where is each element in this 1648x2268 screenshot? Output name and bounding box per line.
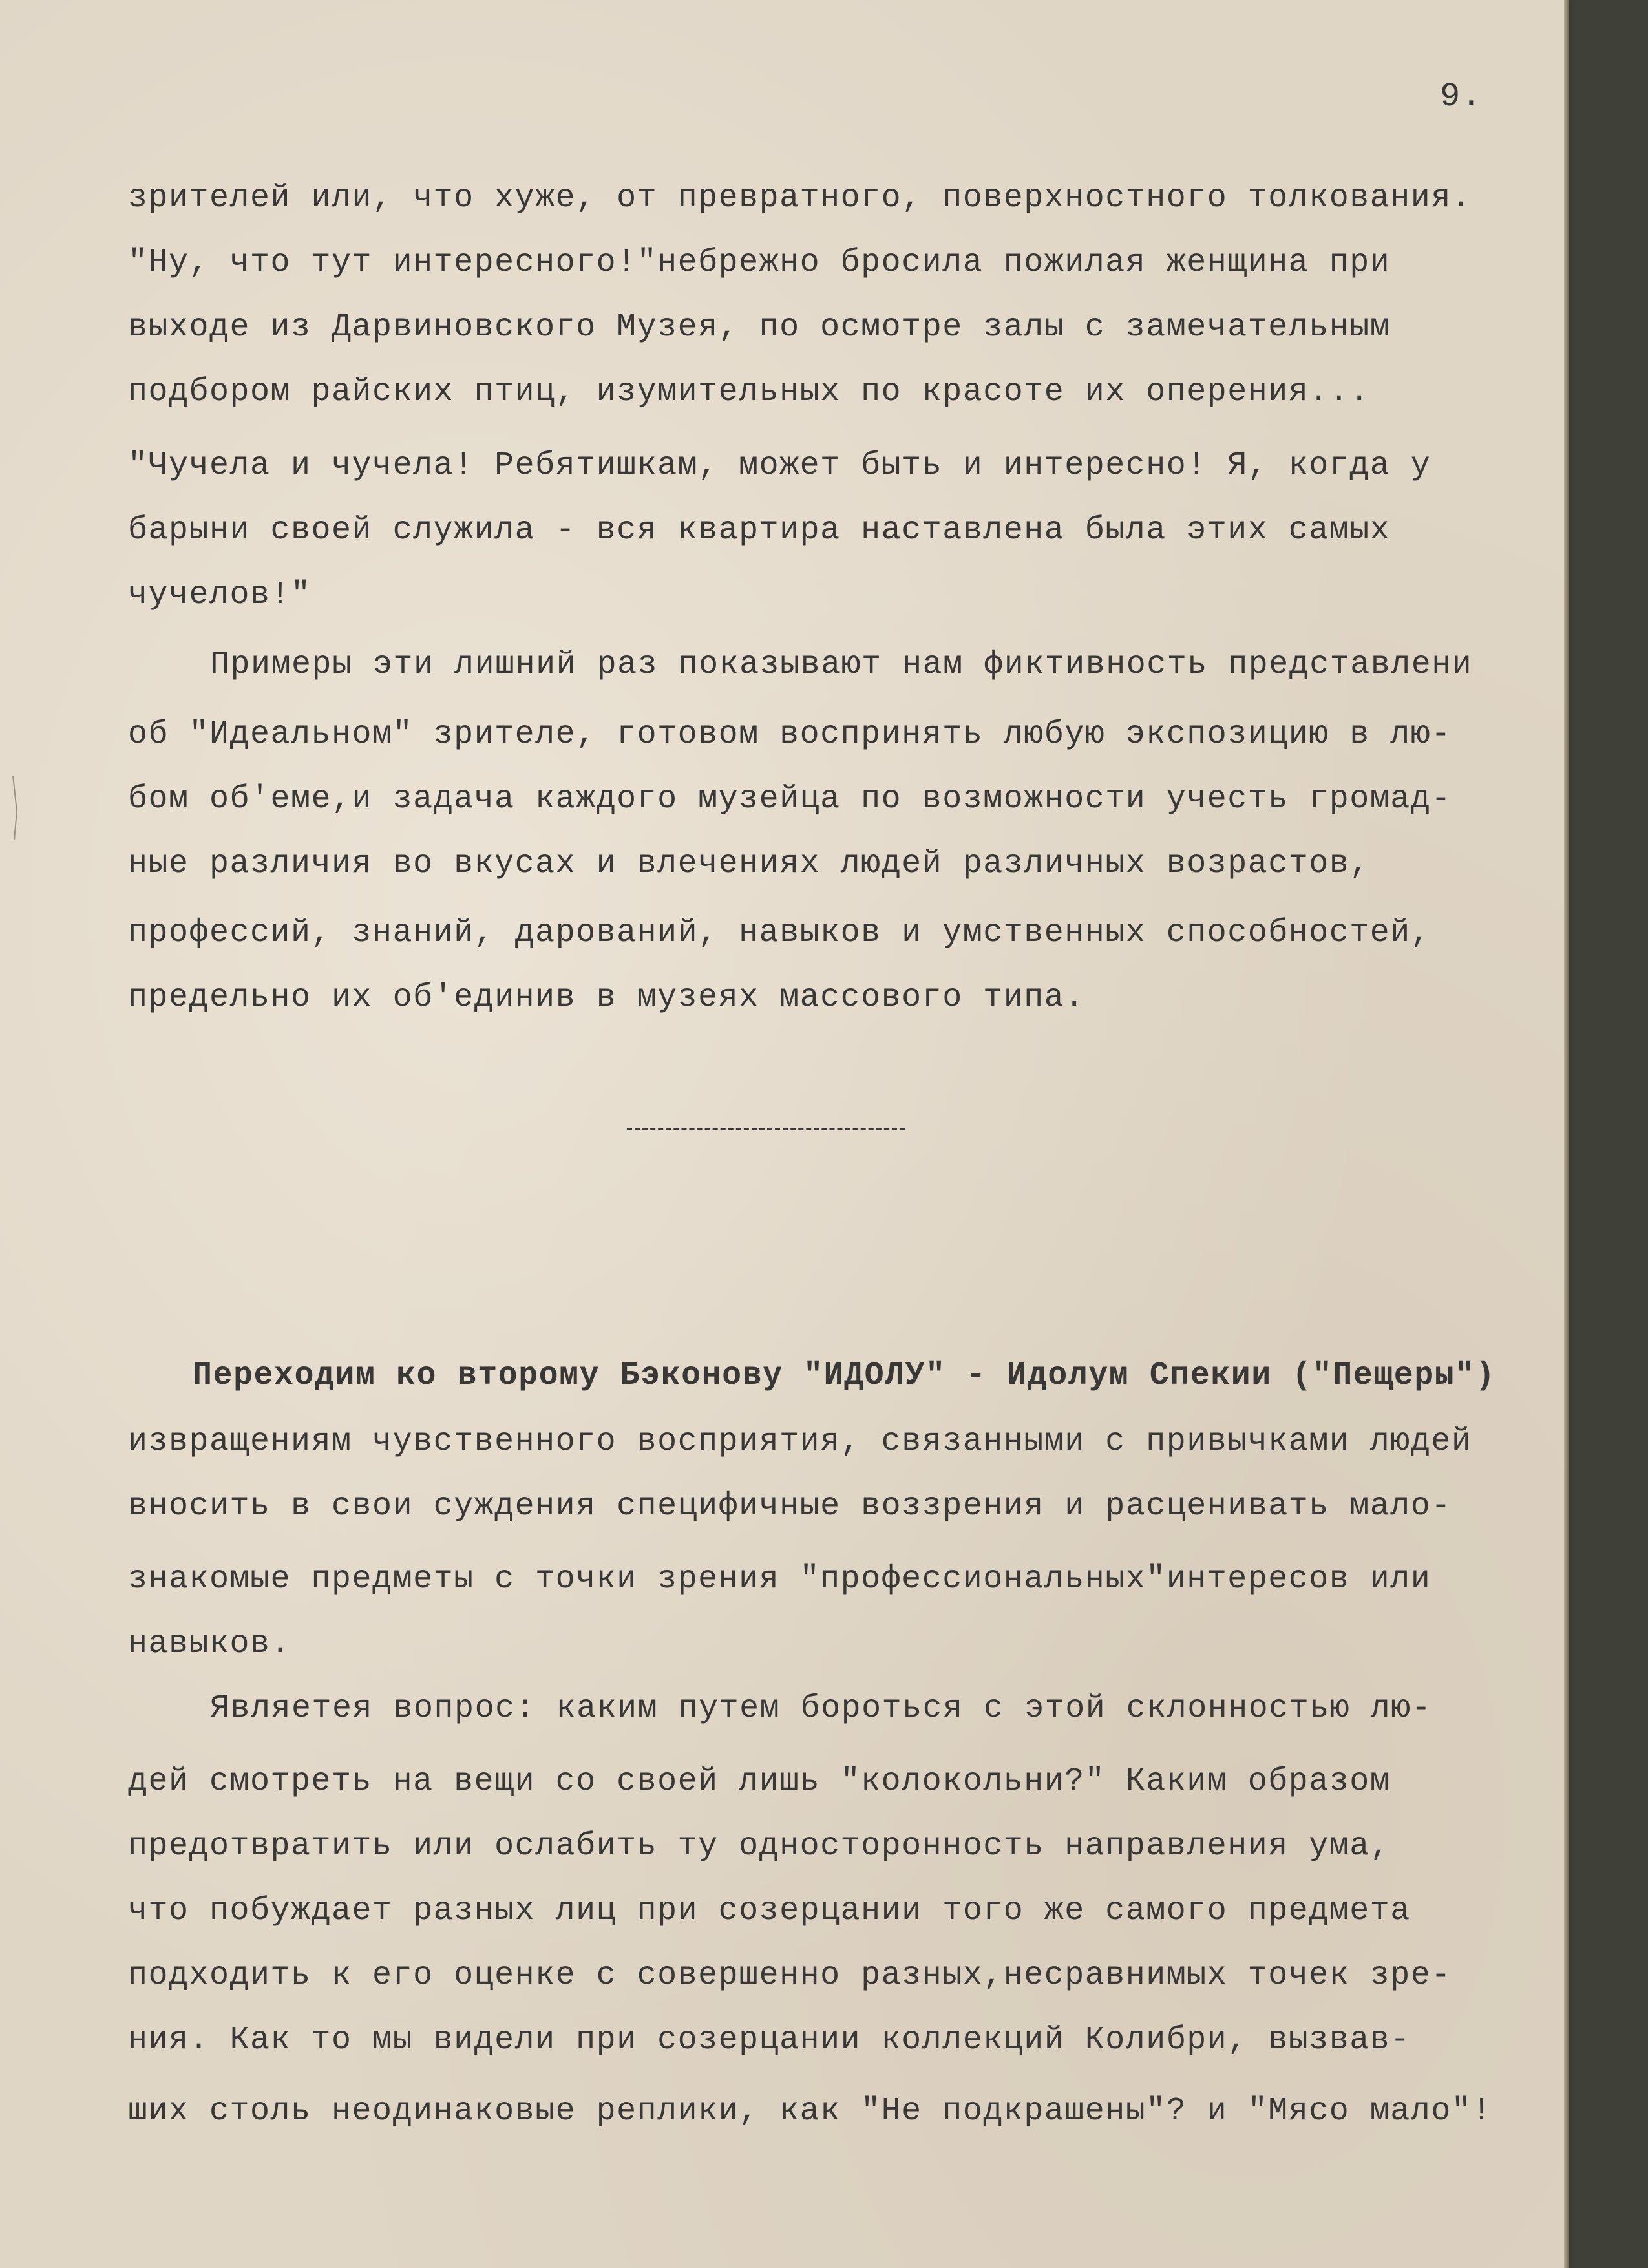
text-line: предотвратить или ослабить ту односторонность направления ума,: [128, 1828, 1391, 1865]
text-line: извращениям чувственного восприятия, связанными с привычками людей: [128, 1423, 1472, 1460]
text-line: Примеры эти лишний раз показывают нам фиктивность представлени: [210, 646, 1473, 683]
text-line: ших столь неодинаковые реплики, как "Не подкрашены"? и "Мясо мало"!: [128, 2093, 1492, 2130]
text-line: ния. Как то мы видели при созерцании коллекций Колибри, вызвав-: [128, 2022, 1411, 2059]
text-line: подбором райских птиц, изумительных по красоте их оперения...: [128, 374, 1370, 410]
text-line: предельно их об'единив в музеях массового типа.: [128, 979, 1085, 1016]
text-line: "Ну, что тут интересного!"небрежно бросила пожилая женщина при: [128, 244, 1391, 281]
text-line: барыни своей служила - вся квартира наставлена была этих самых: [128, 512, 1391, 549]
text-line: навыков.: [128, 1626, 291, 1662]
text-line: профессий, знаний, дарований, навыков и умственных способностей,: [128, 915, 1431, 951]
page-number: 9.: [1440, 78, 1483, 116]
text-line: "Чучела и чучела! Ребятишкам, может быть и интересно! Я, когда у: [128, 447, 1431, 484]
text-line: об "Идеальном" зрителе, готовом воспринять любую экспозицию в лю-: [128, 716, 1452, 753]
text-line: дей смотреть на вещи со своей лишь "колокольни?" Каким образом: [128, 1763, 1391, 1800]
text-line: вносить в свои суждения специфичные воззрения и расценивать мало-: [128, 1488, 1452, 1525]
text-line: ные различия во вкусах и влечениях людей различных возрастов,: [128, 845, 1370, 882]
text-line: Переходим ко второму Бэконову "ИДОЛУ" - Идолум Спекии ("Пещеры"): [193, 1357, 1496, 1394]
text-line: выходе из Дарвиновского Музея, по осмотре залы с замечательным: [128, 309, 1391, 346]
text-line: зрителей или, что хуже, от превратного, поверхностного толкования.: [128, 180, 1472, 217]
text-line: что побуждает разных лиц при созерцании того же самого предмета: [128, 1892, 1411, 1929]
section-divider: [627, 1128, 905, 1130]
page-edge: [1564, 0, 1569, 2268]
text-line: подходить к его оценке с совершенно разных,несравнимых точек зре-: [128, 1957, 1452, 1994]
margin-pencil-mark: [12, 772, 25, 843]
text-line: Являетея вопрос: каким путем бороться с этой склонностью лю-: [210, 1690, 1432, 1727]
text-line: знакомые предметы с точки зрения "профессиональных"интересов или: [128, 1561, 1431, 1598]
text-line: чучелов!": [128, 577, 312, 613]
text-line: бом об'еме,и задача каждого музейца по возможности учесть громад-: [128, 781, 1452, 818]
